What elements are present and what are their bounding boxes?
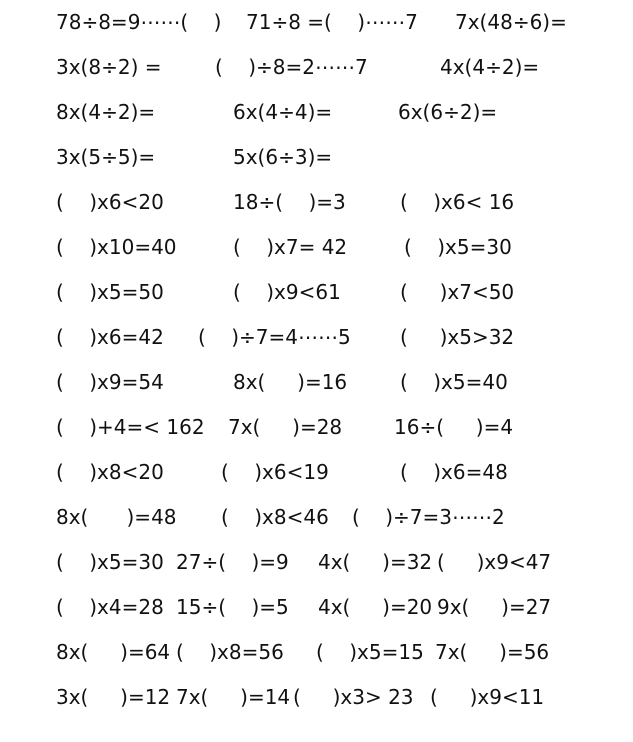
worksheet-row bbox=[0, 52, 633, 82]
math-problem: 4x( )=32 bbox=[318, 550, 433, 574]
math-problem: ( )x6< 16 bbox=[400, 190, 515, 214]
math-problem: 7x( )=14 bbox=[176, 685, 291, 709]
math-problem: ( )x6<19 bbox=[221, 460, 329, 484]
math-problem: ( )x10=40 bbox=[56, 235, 177, 259]
worksheet-row bbox=[0, 97, 633, 127]
worksheet-row bbox=[0, 277, 633, 307]
math-problem: 7x( )=28 bbox=[228, 415, 343, 439]
math-problem: ( )x5=40 bbox=[400, 370, 508, 394]
math-problem: 3x( )=12 bbox=[56, 685, 171, 709]
math-problem: ( )÷8=2⋯⋯7 bbox=[215, 55, 368, 79]
worksheet-row bbox=[0, 412, 633, 442]
math-problem: 78÷8=9⋯⋯( ) bbox=[56, 10, 222, 34]
math-problem: ( )x9=54 bbox=[56, 370, 164, 394]
math-problem: ( )x9<11 bbox=[430, 685, 545, 709]
worksheet-row bbox=[0, 547, 633, 577]
math-problem: ( )x8=56 bbox=[176, 640, 284, 664]
math-problem: 7x(48÷6)= bbox=[455, 10, 567, 34]
math-problem: ( )+4=< 162 bbox=[56, 415, 205, 439]
worksheet-row bbox=[0, 187, 633, 217]
worksheet-row bbox=[0, 502, 633, 532]
math-problem: ( )x5>32 bbox=[400, 325, 515, 349]
math-problem: ( )x9<61 bbox=[233, 280, 341, 304]
worksheet-row bbox=[0, 457, 633, 487]
math-problem: ( )x5=30 bbox=[404, 235, 512, 259]
math-problem: ( )÷7=3⋯⋯2 bbox=[352, 505, 505, 529]
math-problem: 4x(4÷2)= bbox=[440, 55, 540, 79]
worksheet-row bbox=[0, 367, 633, 397]
math-problem: 15÷( )=5 bbox=[176, 595, 289, 619]
worksheet-row bbox=[0, 232, 633, 262]
math-problem: 9x( )=27 bbox=[437, 595, 552, 619]
math-problem: 3x(8÷2) = bbox=[56, 55, 162, 79]
math-problem: ( )x3> 23 bbox=[293, 685, 414, 709]
math-problem: 27÷( )=9 bbox=[176, 550, 289, 574]
math-problem: ( )x5=15 bbox=[316, 640, 424, 664]
math-problem: ( )x7<50 bbox=[400, 280, 515, 304]
worksheet-row bbox=[0, 592, 633, 622]
math-problem: ( )x4=28 bbox=[56, 595, 164, 619]
worksheet-row bbox=[0, 637, 633, 667]
math-problem: ( )x6=48 bbox=[400, 460, 508, 484]
math-problem: ( )x5=30 bbox=[56, 550, 164, 574]
worksheet-row bbox=[0, 682, 633, 712]
math-problem: 18÷( )=3 bbox=[233, 190, 346, 214]
math-problem: 6x(4÷4)= bbox=[233, 100, 333, 124]
math-problem: ( )x7= 42 bbox=[233, 235, 348, 259]
math-problem: 8x( )=64 bbox=[56, 640, 171, 664]
math-problem: 16÷( )=4 bbox=[394, 415, 514, 439]
math-problem: 5x(6÷3)= bbox=[233, 145, 333, 169]
math-problem: 7x( )=56 bbox=[435, 640, 550, 664]
worksheet-row bbox=[0, 142, 633, 172]
math-problem: ( )x9<47 bbox=[437, 550, 552, 574]
math-problem: ( )x8<20 bbox=[56, 460, 164, 484]
math-problem: 3x(5÷5)= bbox=[56, 145, 156, 169]
math-problem: 4x( )=20 bbox=[318, 595, 433, 619]
math-problem: 8x( )=16 bbox=[233, 370, 348, 394]
math-problem: 8x( )=48 bbox=[56, 505, 177, 529]
math-problem: 8x(4÷2)= bbox=[56, 100, 156, 124]
math-problem: 6x(6÷2)= bbox=[398, 100, 498, 124]
math-problem: ( )÷7=4⋯⋯5 bbox=[198, 325, 351, 349]
worksheet-row bbox=[0, 7, 633, 37]
math-problem: ( )x6=42 bbox=[56, 325, 164, 349]
math-problem: ( )x8<46 bbox=[221, 505, 329, 529]
math-problem: ( )x5=50 bbox=[56, 280, 164, 304]
math-problem: 71÷8 =( )⋯⋯7 bbox=[246, 10, 418, 34]
worksheet-row bbox=[0, 322, 633, 352]
math-problem: ( )x6<20 bbox=[56, 190, 164, 214]
